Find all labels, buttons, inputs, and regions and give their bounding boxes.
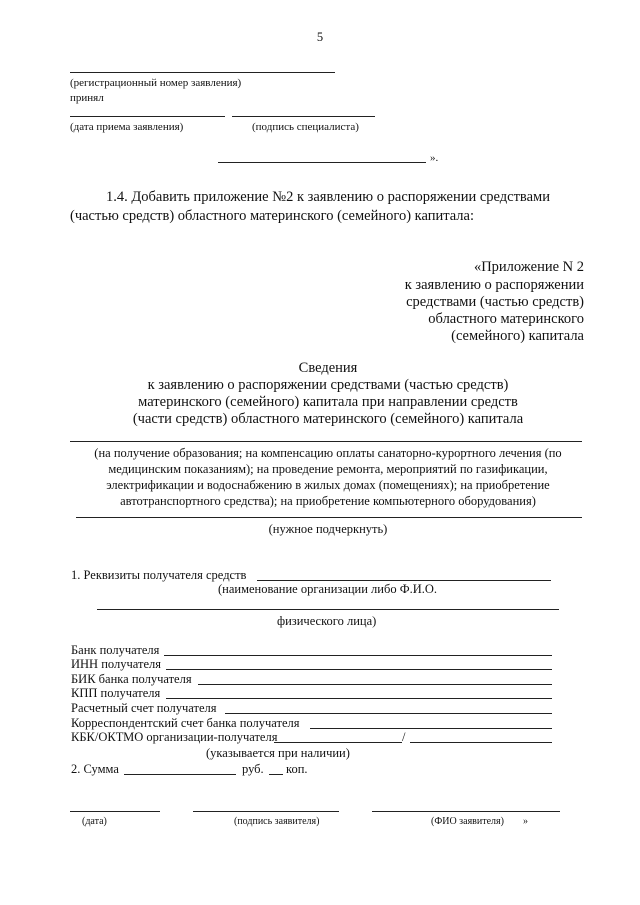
recipient-name-line: [257, 580, 551, 581]
footer-signature-label: (подпись заявителя): [234, 816, 320, 827]
purposes-line3: электрификации и водоснабжению в жилых домах (помещениях); на приобретение: [106, 478, 550, 492]
field-corr-account: Корреспондентский счет банка получателя: [71, 716, 300, 730]
amount-kop-line: [269, 774, 283, 775]
reg-number-label: (регистрационный номер заявления): [70, 77, 242, 89]
footer-date-line: [70, 811, 160, 812]
underline-note-line: [76, 517, 582, 518]
appendix-line1: «Приложение N 2: [473, 259, 584, 275]
field-kpp-line: [166, 698, 552, 699]
appendix-line2: к заявлению о распоряжении: [404, 277, 584, 293]
field-bik-line: [198, 684, 552, 685]
purposes-line4: автотранспортного средства); на приобретение компьютерного оборудования): [120, 494, 536, 508]
amount-kop: коп.: [286, 762, 308, 776]
date-label: (дата приема заявления): [70, 121, 184, 133]
specialist-signature-label: (подпись специалиста): [252, 121, 359, 133]
field-kpp: КПП получателя: [71, 686, 161, 700]
appendix-line3: средствами (частью средств): [406, 294, 584, 310]
footer-fio-label: (ФИО заявителя): [431, 816, 504, 827]
field-inn-line: [166, 669, 552, 670]
field-bank-line: [164, 655, 552, 656]
field-oktmo-line: [410, 742, 552, 743]
title-line3: материнского (семейного) капитала при направлении средств: [138, 394, 518, 410]
footer-signature-line: [193, 811, 339, 812]
item-text-line1: 1.4. Добавить приложение №2 к заявлению о распоряжении средствами: [106, 189, 550, 205]
field-bank: Банк получателя: [71, 643, 160, 657]
field-bik: БИК банка получателя: [71, 672, 192, 686]
field-account: Расчетный счет получателя: [71, 701, 217, 715]
date-line: [70, 116, 225, 117]
purposes-line1: (на получение образования; на компенсацию оплаты санаторно-курортного лечения (по: [94, 446, 562, 460]
item-text-line2: (частью средств) областного материнского (семейного) капитала:: [70, 208, 475, 224]
amount-rub: руб.: [242, 762, 264, 776]
title-line4: (части средств) областного материнского (семейного) капитала: [132, 411, 524, 427]
accepted-label: принял: [70, 92, 104, 104]
amount-rub-line: [124, 774, 236, 775]
page-number: 5: [316, 30, 324, 44]
if-available-note: (указывается при наличии): [206, 746, 350, 760]
recipient-name-hint1: (наименование организации либо Ф.И.О.: [218, 582, 438, 596]
appendix-line4: областного материнского: [428, 311, 584, 327]
title-line1: Сведения: [298, 360, 358, 376]
footer-fio-line: [372, 811, 560, 812]
title-line2: к заявлению о распоряжении средствами (частью средств): [147, 377, 509, 393]
field-account-line: [225, 713, 552, 714]
underline-note: (нужное подчеркнуть): [268, 522, 388, 536]
purpose-line: [70, 441, 582, 442]
field-kbk-line: [274, 742, 402, 743]
footer-date-label: (дата): [82, 816, 107, 827]
footer-closing-quote: »: [523, 816, 528, 827]
reg-number-line: [70, 72, 335, 73]
kbk-slash: /: [402, 730, 406, 744]
amount-label: 2. Сумма: [71, 762, 119, 776]
closing-line: [218, 162, 426, 163]
recipient-name-line2: [97, 609, 559, 610]
closing-quote: ».: [430, 152, 439, 164]
appendix-line5: (семейного) капитала: [451, 328, 584, 344]
signature-line: [232, 116, 375, 117]
purposes-line2: медицинским показаниям); на проведение ремонта, мероприятий по газификации,: [108, 462, 548, 476]
field-kbk-oktmo: КБК/ОКТМО организации-получателя: [71, 730, 278, 744]
field-inn: ИНН получателя: [71, 657, 161, 671]
field-corr-account-line: [310, 728, 552, 729]
recipient-heading: 1. Реквизиты получателя средств: [71, 568, 247, 582]
recipient-name-hint2: физического лица): [277, 614, 377, 628]
